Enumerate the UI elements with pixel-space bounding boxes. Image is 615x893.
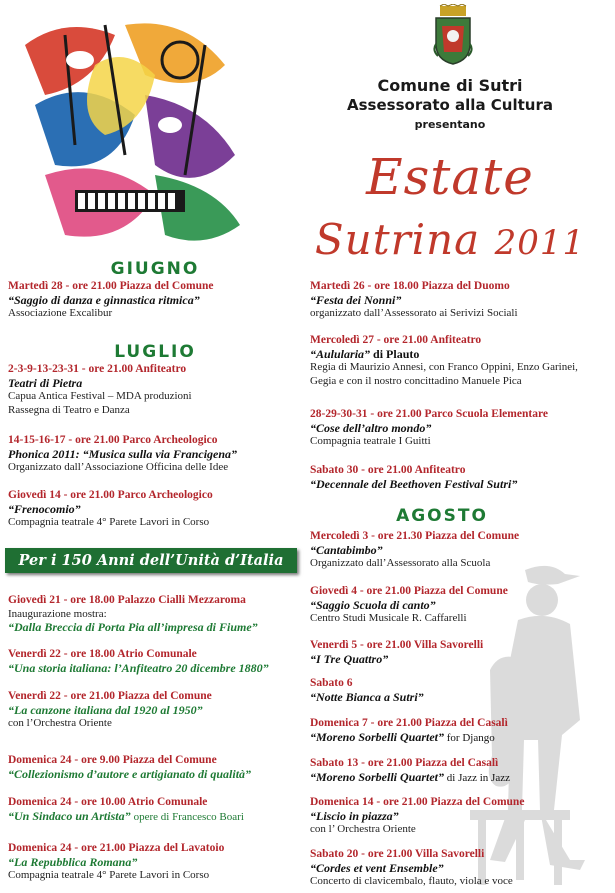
event-title: [310, 348, 610, 362]
event-title: “Collezionismo d’autore e artigianato di qualità”: [8, 766, 252, 781]
event-item: [8, 489, 304, 530]
event-title: “Frenocomio”: [8, 501, 81, 516]
event-date: Venerdì 5 - ore 21.00 Villa Savorelli: [310, 639, 484, 651]
presentano-label: presentano: [414, 118, 486, 131]
event-desc: Organizzato dall’Associazione Officina delle Idee: [8, 461, 229, 473]
comune-crest-icon: [432, 4, 474, 66]
event-date: Sabato 13 - ore 21.00 Piazza del Casalì: [310, 757, 499, 769]
event-title: Teatri di Pietra: [8, 375, 83, 390]
event-desc: Compagnia teatrale 4° Parete Lavori in Corso: [8, 869, 210, 881]
title-year: 2011: [494, 223, 586, 263]
event-title: [310, 731, 610, 746]
event-title: “I Tre Quattro”: [310, 651, 389, 666]
event-desc: con l’ Orchestra Oriente: [310, 823, 416, 835]
event-item: [310, 677, 610, 704]
event-date: Martedì 28 - ore 21.00 Piazza del Comune: [8, 280, 214, 292]
event-date: Giovedì 14 - ore 21.00 Parco Archeologico: [8, 489, 213, 501]
month-heading-agosto: AGOSTO: [396, 506, 488, 526]
event-desc: Centro Studi Musicale R. Caffarelli: [310, 612, 467, 624]
event-date: Domenica 24 - ore 9.00 Piazza del Comune: [8, 754, 217, 766]
event-date: Venerdì 22 - ore 18.00 Atrio Comunale: [8, 648, 197, 660]
event-date: Mercoledì 27 - ore 21.00 Anfiteatro: [310, 334, 482, 346]
event-item: [8, 690, 304, 731]
event-date: Domenica 24 - ore 10.00 Atrio Comunale: [8, 796, 208, 808]
event-title-extra: opere di Francesco Boari: [133, 810, 244, 823]
event-desc: Gegia e con il nostro concittadino Manuele Pica: [310, 374, 522, 387]
title-sutrina: [300, 215, 600, 264]
event-title-text: “Moreno Sorbelli Quartet”: [310, 729, 445, 744]
event-desc: Compagnia teatrale 4° Parete Lavori in Corso: [8, 516, 210, 528]
event-desc: Organizzato dall’Assessorato alla Scuola: [310, 557, 491, 569]
event-desc: Capua Antica Festival – MDA produzioni: [8, 390, 192, 402]
event-item: [8, 594, 304, 635]
event-title: “Dalla Breccia di Porta Pia all’impresa di Fiume”: [8, 620, 258, 634]
event-date: 14-15-16-17 - ore 21.00 Parco Archeologico: [8, 434, 218, 446]
event-title: “Liscio in piazza”: [310, 808, 399, 823]
event-title: “Festa dei Nonni”: [310, 292, 402, 307]
event-item: [310, 280, 610, 321]
title-estate: Estate: [366, 148, 534, 206]
event-date: Sabato 6: [310, 677, 353, 689]
event-item: [8, 754, 304, 781]
event-item: [310, 334, 610, 388]
title-sutrina-word: Sutrina: [314, 215, 481, 264]
event-title: “Decennale del Beethoven Festival Sutri”: [310, 476, 518, 491]
event-item: [310, 585, 610, 626]
event-desc: Compagnia teatrale I Guitti: [310, 435, 431, 447]
event-title-extra: for Django: [444, 731, 495, 744]
month-heading-luglio: LUGLIO: [114, 342, 196, 362]
event-desc: Associazione Excalibur: [8, 307, 113, 319]
event-item: [310, 717, 610, 745]
organizer-department: Assessorato alla Cultura: [347, 96, 553, 114]
event-date: Venerdì 22 - ore 21.00 Piazza del Comune: [8, 690, 212, 702]
event-title: “Cordes et vent Ensemble”: [310, 860, 444, 875]
festival-artwork-image: [5, 5, 250, 255]
event-desc: Rassegna di Teatro e Danza: [8, 403, 130, 416]
event-date: 28-29-30-31 - ore 21.00 Parco Scuola Elementare: [310, 408, 548, 420]
event-title: [8, 810, 304, 825]
event-date: Mercoledì 3 - ore 21.30 Piazza del Comune: [310, 530, 520, 542]
event-date: Domenica 24 - ore 21.00 Piazza del Lavatoio: [8, 842, 225, 854]
event-title: “La canzone italiana dal 1920 al 1950”: [8, 702, 203, 717]
event-item: [310, 639, 610, 666]
event-date: Giovedì 4 - ore 21.00 Piazza del Comune: [310, 585, 508, 597]
event-title-text: “Aulularia”: [310, 346, 371, 361]
event-item: [310, 796, 610, 837]
event-date: Domenica 14 - ore 21.00 Piazza del Comune: [310, 796, 525, 808]
event-item: [310, 408, 610, 449]
event-desc: Regia di Maurizio Annesi, con Franco Oppini, Enzo Garinei,: [310, 361, 578, 373]
event-title: “Cantabimbo”: [310, 542, 383, 557]
event-date: Sabato 20 - ore 21.00 Villa Savorelli: [310, 848, 485, 860]
event-item: [310, 464, 610, 491]
event-title: “Saggio Scuola di canto”: [310, 597, 436, 612]
unita-italia-banner: Per i 150 Anni dell’Unità d’Italia: [5, 548, 297, 573]
event-title: “La Repubblica Romana”: [8, 854, 138, 869]
event-item: [310, 530, 610, 571]
event-desc: organizzato dall’Assessorato ai Serivizi Sociali: [310, 307, 518, 319]
event-title: “Saggio di danza e ginnastica ritmica”: [8, 292, 200, 307]
organizer-name: Comune di Sutri: [377, 76, 523, 95]
event-desc: con l’Orchestra Oriente: [8, 717, 112, 729]
event-title-extra: di Plauto: [370, 346, 420, 361]
event-item: [310, 757, 610, 785]
event-item: [310, 848, 610, 889]
event-date: 2-3-9-13-23-31 - ore 21.00 Anfiteatro: [8, 363, 187, 375]
event-item: [8, 363, 304, 417]
event-title: “Una storia italiana: l’Anfiteatro 20 dicembre 1880”: [8, 660, 269, 675]
event-title-text: “Un Sindaco un Artista”: [8, 808, 131, 823]
event-item: [8, 648, 304, 675]
event-date: Giovedì 21 - ore 18.00 Palazzo Cialli Mezzaroma: [8, 594, 246, 606]
event-item: [8, 842, 304, 883]
event-date: Martedì 26 - ore 18.00 Piazza del Duomo: [310, 280, 510, 292]
month-heading-giugno: GIUGNO: [110, 259, 200, 279]
event-title: “Cose dell’altro mondo”: [310, 420, 432, 435]
event-title-extra: di Jazz in Jazz: [444, 771, 510, 784]
event-desc: Inaugurazione mostra:: [8, 607, 107, 620]
event-title: [310, 771, 610, 786]
event-date: Domenica 7 - ore 21.00 Piazza del Casalì: [310, 717, 508, 729]
event-item: [8, 796, 304, 824]
event-item: [8, 280, 304, 321]
event-title: Phonica 2011: “Musica sulla via Francigena”: [8, 446, 238, 461]
event-desc: Concerto di clavicembalo, flauto, viola e voce: [310, 875, 513, 887]
event-title-text: “Moreno Sorbelli Quartet”: [310, 769, 445, 784]
event-item: [8, 434, 304, 475]
event-title: “Notte Bianca a Sutri”: [310, 689, 424, 704]
event-date: Sabato 30 - ore 21.00 Anfiteatro: [310, 464, 466, 476]
